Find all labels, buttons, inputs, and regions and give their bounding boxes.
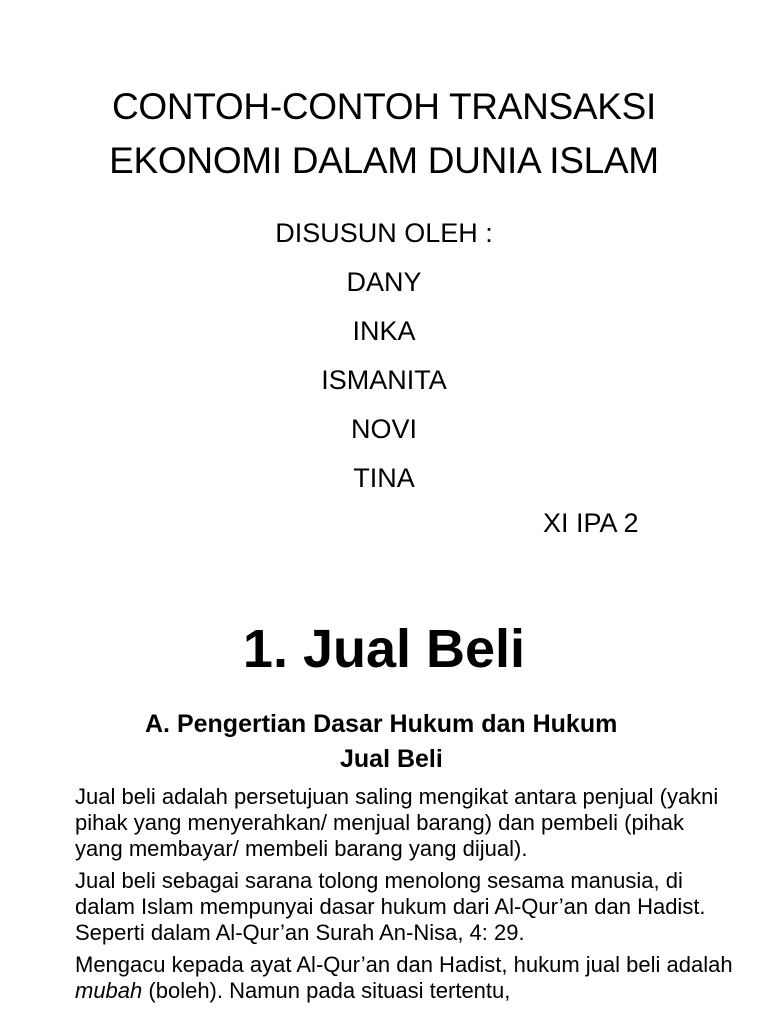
title-line-1: CONTOH-CONTOH TRANSAKSI <box>111 86 657 127</box>
author-list <box>0 209 768 503</box>
paragraph-ruling <box>75 952 735 1004</box>
class-label: XI IPA 2 <box>543 508 639 538</box>
body-text <box>75 784 735 1010</box>
paragraph-legal-basis: Jual beli sebagai sarana tolong menolong sesama manusia, di dalam Islam mempunyai dasar hukum dari Al-Qur’an dan Hadist. Seperti dalam Al-Qur’an Surah An-Nisa, 4: 29. <box>75 868 706 945</box>
subsection-heading <box>145 707 725 777</box>
prepared-by-label: DISUSUN OLEH : <box>275 218 493 248</box>
author-name: INKA <box>352 316 416 346</box>
title-line-2: EKONOMI DALAM DUNIA ISLAM <box>109 140 659 181</box>
presentation-title <box>0 80 768 188</box>
ruling-text-end: (boleh). Namun pada situasi tertentu, <box>142 978 511 1003</box>
paragraph-definition: Jual beli adalah persetujuan saling mengikat antara penjual (yakni pihak yang menyerahkan/ menjual barang) dan pembeli (pihak yang membayar/ membeli barang yang dijual). <box>75 784 719 861</box>
author-name: NOVI <box>350 414 417 444</box>
author-name: ISMANITA <box>321 365 447 395</box>
author-name: DANY <box>346 267 422 297</box>
ruling-term-mubah: mubah <box>75 978 143 1003</box>
ruling-text-start: Mengacu kepada ayat Al-Qur’an dan Hadist, hukum jual beli adalah <box>75 952 733 977</box>
section-title: 1. Jual Beli <box>242 619 526 679</box>
subsection-heading-line-2: Jual Beli <box>340 745 443 773</box>
author-name: TINA <box>353 463 415 493</box>
subsection-heading-line-1: A. Pengertian Dasar Hukum dan Hukum <box>145 710 618 738</box>
